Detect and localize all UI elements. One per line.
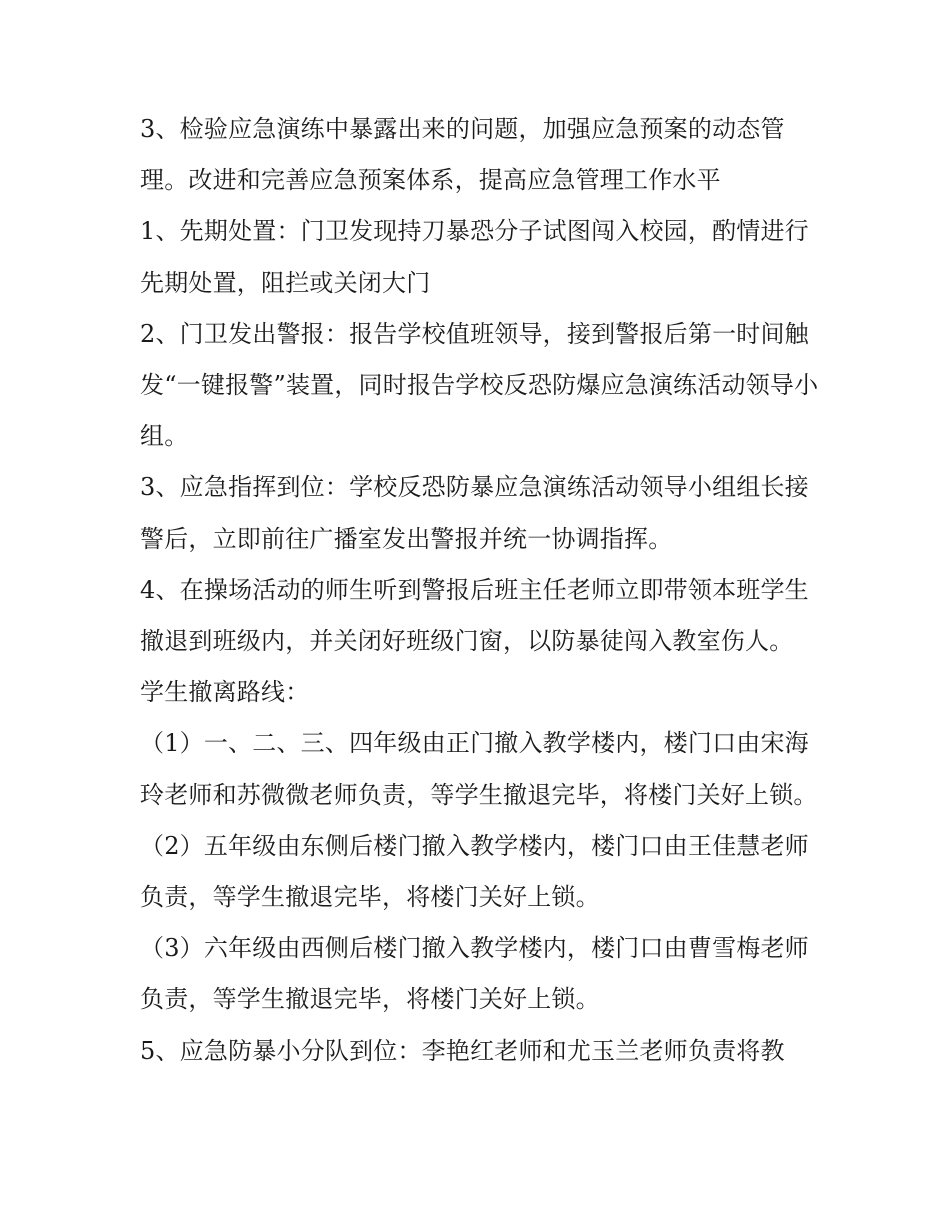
paragraph-step-5: 5、应急防暴小分队到位：李艳红老师和尤玉兰老师负责将教 <box>140 1036 785 1065</box>
paragraph-step-2: 2、门卫发出警报：报告学校值班领导，接到警报后第一时间触发“一键报警”装置，同时报告学校反恐防爆应急演练活动领导小组。 <box>140 319 819 451</box>
paragraph-step-1: 1、先期处置：门卫发现持刀暴恐分子试图闯入校园，酌情进行先期处置，阻拦或关闭大门 <box>140 217 809 297</box>
paragraph-route-3: （3）六年级由西侧后楼门撤入教学楼内，楼门口由曹雪梅老师负责，等学生撤退完毕，将楼门关好上锁。 <box>140 934 809 1014</box>
paragraph-drill-purpose: 3、检验应急演练中暴露出来的问题，加强应急预案的动态管理。改进和完善应急预案体系，提高应急管理工作水平 <box>140 115 785 195</box>
paragraph-step-3: 3、应急指挥到位：学校反恐防暴应急演练活动领导小组组长接警后，立即前往广播室发出警报并统一协调指挥。 <box>140 473 809 553</box>
paragraph-route-2: （2）五年级由东侧后楼门撤入教学楼内，楼门口由王佳慧老师负责，等学生撤退完毕，将楼门关好上锁。 <box>140 831 809 912</box>
paragraph-step-4: 4、在操场活动的师生听到警报后班主任老师立即带领本班学生撤退到班级内，并关闭好班级门窗，以防暴徒闯入教室伤人。 学生撤离路线： <box>140 575 809 707</box>
document-body <box>140 104 820 1077</box>
paragraph-route-1: （1）一、二、三、四年级由正门撤入教学楼内，楼门口由宋海玲老师和苏微微老师负责，等学生撤退完毕，将楼门关好上锁。 <box>140 729 818 809</box>
